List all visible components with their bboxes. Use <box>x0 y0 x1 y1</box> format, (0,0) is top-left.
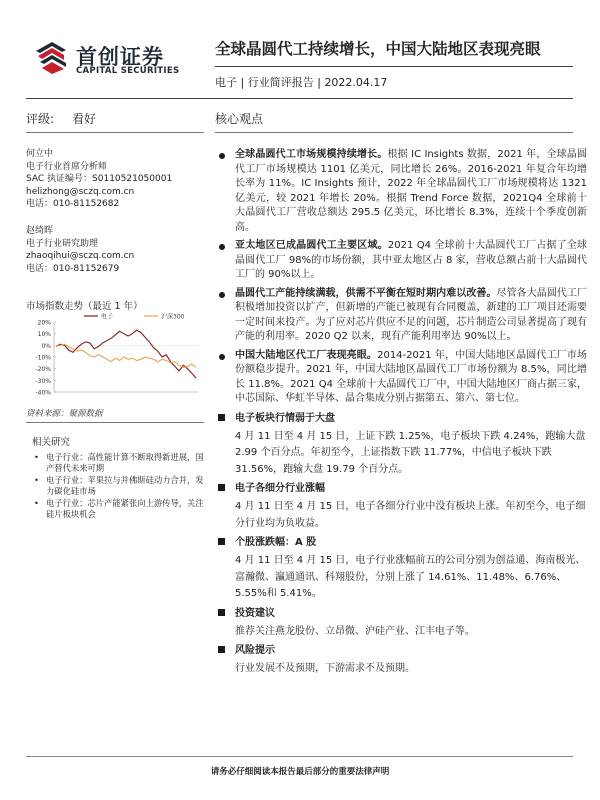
analyst-title: 电子行业首席分析师 <box>26 161 108 172</box>
chart-svg <box>26 310 202 400</box>
y-tick-label: -30% <box>35 377 51 385</box>
y-tick-label: 10% <box>37 331 51 339</box>
square-bullet-icon <box>218 538 225 545</box>
related-list <box>32 452 208 521</box>
y-tick-label: 20% <box>37 319 51 327</box>
related-item-text: 电子行业：苹果拉与并佛斯硅动力合并，发力碳化硅市场 <box>46 475 204 496</box>
logo-name-cn: 首创证券 <box>76 45 164 69</box>
key-point <box>215 148 587 235</box>
y-tick-label: 0% <box>41 342 51 350</box>
subtitle-separator: | <box>317 76 321 89</box>
sub-section-head <box>215 481 587 496</box>
related-item[interactable] <box>32 498 208 520</box>
report-type: 行业简评报告 <box>247 76 314 89</box>
sub-section-head <box>215 411 587 426</box>
sub-section-body: 4 月 11 日至 4 月 15 日，上证下跌 1.25%，电子板块下跌 4.24%，跑输大盘 2.99 个百分点。年初至今，上证指数下跌 11.77%，中信电子板块下跌 31.56%，跑输大盘 19.79 个百分点。 <box>235 430 586 475</box>
analyst-card <box>26 148 172 211</box>
sub-section-head-text: 个股涨跌幅：A 股 <box>235 537 317 548</box>
subtitle-separator: | <box>240 76 245 89</box>
bullet-icon: • <box>34 475 39 485</box>
chart-divider <box>26 422 204 423</box>
report-date: 2022.04.17 <box>324 76 388 89</box>
legal-footer: 请务必仔细阅读本报告最后部分的重要法律声明 <box>210 767 390 777</box>
y-tick-label: -10% <box>35 354 51 362</box>
bullet-icon: • <box>34 452 39 462</box>
sub-section-head-text: 电子板块行情弱于大盘 <box>235 412 335 424</box>
rating-label: 评级: <box>26 112 55 126</box>
sub-section-head <box>215 606 587 621</box>
analyst-name: 何立中 <box>26 149 54 159</box>
y-tick-label: -40% <box>35 389 51 397</box>
header-divider <box>26 98 573 99</box>
key-point-body: 根据 IC Insights 数据，2021 年，全球晶圆代工厂市场规模达 1101 亿美元，同比增长 26%。2016-2021 年复合年均增长率为 11%。IC Insights 预计，2022 年全球晶圆代工厂市场规模将达 1321 亿美元，较 2021 年增长 20%。根据 Trend Force 数据，2021Q4 全球前十大晶圆代工厂营收总额达 295.5 亿美元，环比增长 8.3%，连续十个季度创新高。 <box>235 149 588 233</box>
logo-name-en: CAPITAL SECURITIES <box>76 66 180 76</box>
section-divider <box>215 132 573 133</box>
related-item[interactable] <box>32 452 208 474</box>
footer-divider <box>26 756 573 757</box>
analyst-email[interactable]: zhaoqihui@sczq.com.cn <box>26 251 135 261</box>
key-point-body: 尽管各大晶圆代工厂积极增加投资以扩产，但新增的产能已被现有合同覆盖，新建的工厂项目还需要一定时间来投产。为了应对芯片供应不足的问题，芯片制造公司显著提高了现有产能的利用率。2020 Q2 以来，现有产能利用率达 90%以上。 <box>235 287 588 342</box>
report-title: 全球晶圆代工持续增长，中国大陆地区表现亮眼 <box>215 40 541 58</box>
analyst-phone: 电话：010-81152682 <box>26 199 120 209</box>
related-item-text: 电子行业：芯片产能紧张向上游传导，关注硅片板块机会 <box>46 498 204 519</box>
key-point-body: 2021 Q4 全球前十大晶圆代工厂占据了全球晶圆代工厂 98%的市场份额，其中亚太地区占 8 家，营收总额占前十大晶圆代工厂的 90%以上。 <box>235 240 588 280</box>
rating-value: 看好 <box>72 112 97 126</box>
company-logo <box>34 40 204 80</box>
analyst-title: 电子行业研究助理 <box>26 238 99 249</box>
sub-section-head-text: 投资建议 <box>235 607 275 619</box>
sub-section-body: 行业发展不及预期，下游需求不及预期。 <box>235 663 415 674</box>
report-subtitle <box>215 74 387 90</box>
related-title: 相关研究 <box>32 437 71 448</box>
legend-label: 沪深300 <box>161 313 185 321</box>
square-bullet-icon <box>218 484 225 491</box>
title-divider <box>215 66 573 67</box>
legend-label: 电子 <box>101 313 114 321</box>
analyst-email[interactable]: helizhong@sczq.com.cn <box>26 186 135 197</box>
analyst-card <box>26 225 134 275</box>
related-item[interactable] <box>32 475 208 497</box>
sub-section-head <box>215 643 587 658</box>
bullet-icon: • <box>34 498 39 508</box>
analyst-name: 赵绮晖 <box>26 226 54 236</box>
report-sector: 电子 <box>215 76 237 89</box>
logo-mark-icon <box>34 40 70 76</box>
key-point-head: 全球晶圆代工市场规模持续增长。 <box>235 149 388 160</box>
bullet-dot-icon <box>219 153 225 159</box>
market-index-chart <box>26 310 202 400</box>
sub-section-body: 4 月 11 日至 4 月 15 日，电子各细分行业中没有板块上涨。年初至今，电子细分行业均为负收益。 <box>235 501 586 529</box>
key-point-head: 亚太地区已成晶圆代工主要区域。 <box>235 240 388 251</box>
related-item-text: 电子行业：高性能计算不断取得新进展，国产替代未来可期 <box>46 452 204 473</box>
square-bullet-icon <box>218 414 225 421</box>
section-title: 核心观点 <box>215 112 264 126</box>
rating-divider <box>26 132 204 133</box>
sub-section-body: 4 月 11 日至 4 月 15 日，电子行业涨幅前五的公司分别为创益通、海南极光、富瀚微、瀛通通讯、科翔股份，分别上涨了 14.61%、11.48%、6.76%、5.55%和 5.41%。 <box>235 555 586 599</box>
sub-section-head-text: 电子各细分行业涨幅 <box>235 483 325 494</box>
key-point-body: 2014-2021 年，中国大陆地区晶圆代工厂市场份额稳步提升。2021 年，中国大陆地区晶圆代工厂市场份额为 8.5%，同比增长 11.8%。2021 Q4 全球前十大晶圆代工厂中，中国大陆地区厂商占据三家，中芯国际、华虹半导体、晶合集成分别占据第五、第六、第七位。 <box>235 349 588 404</box>
analyst-phone: 电话：010-81152679 <box>26 263 120 274</box>
key-point <box>215 349 587 407</box>
analyst-license: SAC 执证编号：S0110521050001 <box>26 174 173 184</box>
series-line-electronics <box>56 330 196 378</box>
sub-section-head-text: 风险提示 <box>235 645 275 656</box>
bullet-dot-icon <box>219 354 225 360</box>
key-points <box>215 148 587 681</box>
chart-title: 市场指数走势（最近 1 年） <box>26 301 143 312</box>
square-bullet-icon <box>218 609 225 616</box>
chart-source: 资料来源：聚源数据 <box>26 409 103 419</box>
key-point-head: 中国大陆地区代工厂表现亮眼。 <box>235 349 378 361</box>
bullet-dot-icon <box>219 244 225 250</box>
sub-section-body: 推荐关注燕龙股份、立昂微、沪硅产业、江丰电子等。 <box>235 625 475 637</box>
bullet-dot-icon <box>219 292 225 298</box>
y-tick-label: -20% <box>35 366 51 374</box>
key-point-head: 晶圆代工产能持续满载，供需不平衡在短时期内难以改善。 <box>235 287 497 299</box>
key-point <box>215 239 587 283</box>
sub-section-head <box>215 535 587 550</box>
key-point <box>215 287 587 345</box>
square-bullet-icon <box>218 646 225 653</box>
